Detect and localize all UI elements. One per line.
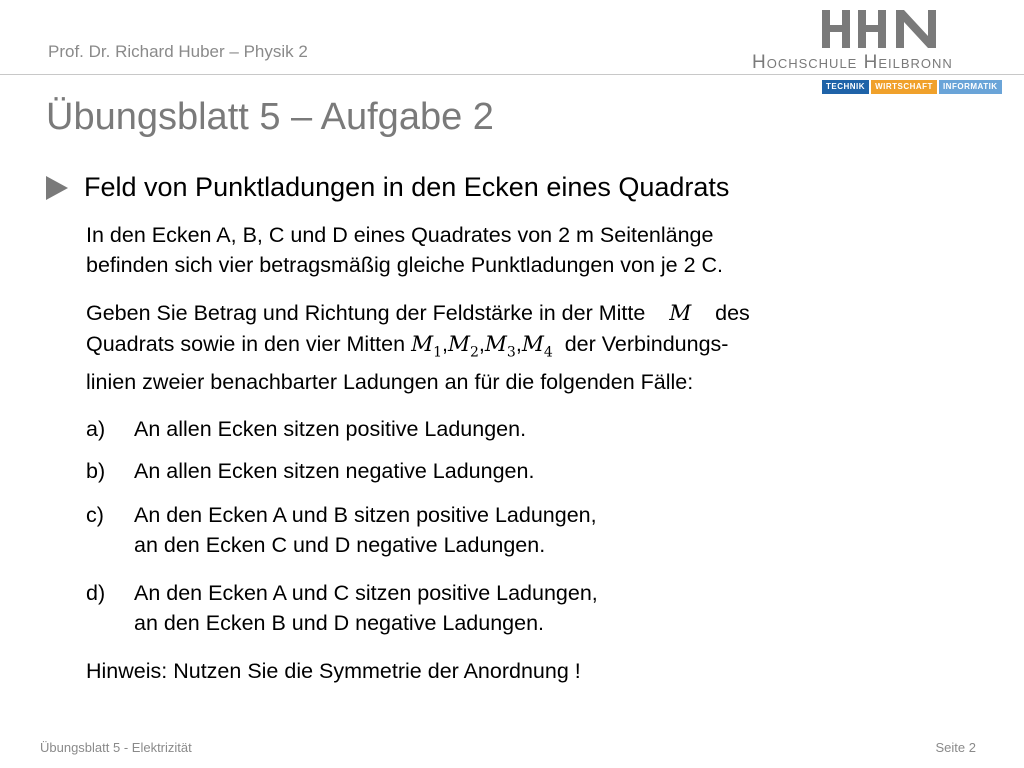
bullet-heading <box>46 172 729 203</box>
slide-title: Übungsblatt 5 – Aufgabe 2 <box>46 96 494 138</box>
heading-text: Feld von Punktladungen in den Ecken eines Quadrats <box>84 172 730 202</box>
midpoint-symbol-1: $M_1$ <box>411 332 442 361</box>
question-paragraph <box>86 298 750 397</box>
midpoint-symbol-3: $M_3$ <box>484 332 516 361</box>
question-line-3: linien zweier benachbarter Ladungen an für die folgenden Fälle: <box>86 370 694 395</box>
intro-line: In den Ecken A, B, C und D eines Quadrates von 2 m Seitenlänge <box>86 223 714 247</box>
tag-wirtschaft: WIRTSCHAFT <box>871 80 937 94</box>
university-logo <box>752 8 998 98</box>
center-symbol: M <box>669 301 692 326</box>
tag-informatik: INFORMATIK <box>939 80 1002 94</box>
page-number: Seite 2 <box>935 740 976 755</box>
question-line-2: Quadrats sowie in den vier Mitten $M_1,M_2,M_3,M_4$ der Verbindungs- <box>86 332 729 361</box>
case-item-b: b) An allen Ecken sitzen negative Ladungen. <box>86 459 535 483</box>
header-divider <box>0 74 1024 75</box>
midpoint-symbol-4: $M_4$ <box>521 332 553 361</box>
intro-paragraph <box>86 220 723 280</box>
tag-technik: TECHNIK <box>822 80 869 94</box>
case-item-c: c) An den Ecken A und B sitzen positive Ladungen, an den Ecken C und D negative Ladungen. <box>86 503 597 557</box>
hint-text: Hinweis: Nutzen Sie die Symmetrie der Anordnung ! <box>86 659 581 683</box>
author-line: Prof. Dr. Richard Huber – Physik 2 <box>48 42 308 61</box>
faculty-tags <box>822 80 1002 94</box>
university-name: Hochschule Heilbronn <box>752 52 953 73</box>
question-line-1: Geben Sie Betrag und Richtung der Feldstärke in der Mitte M des <box>86 301 750 326</box>
case-item-d: d) An den Ecken A und C sitzen positive Ladungen, an den Ecken B und D negative Ladungen. <box>86 581 598 635</box>
footer-left: Übungsblatt 5 - Elektrizität <box>40 740 192 755</box>
midpoint-symbol-2: $M_2$ <box>447 332 479 361</box>
triangle-bullet-icon <box>46 176 68 200</box>
case-item-a: a) An allen Ecken sitzen positive Ladungen. <box>86 417 527 441</box>
intro-line: befinden sich vier betragsmäßig gleiche Punktladungen von je 2 C. <box>86 253 724 277</box>
hhn-logo-icon <box>822 8 952 50</box>
